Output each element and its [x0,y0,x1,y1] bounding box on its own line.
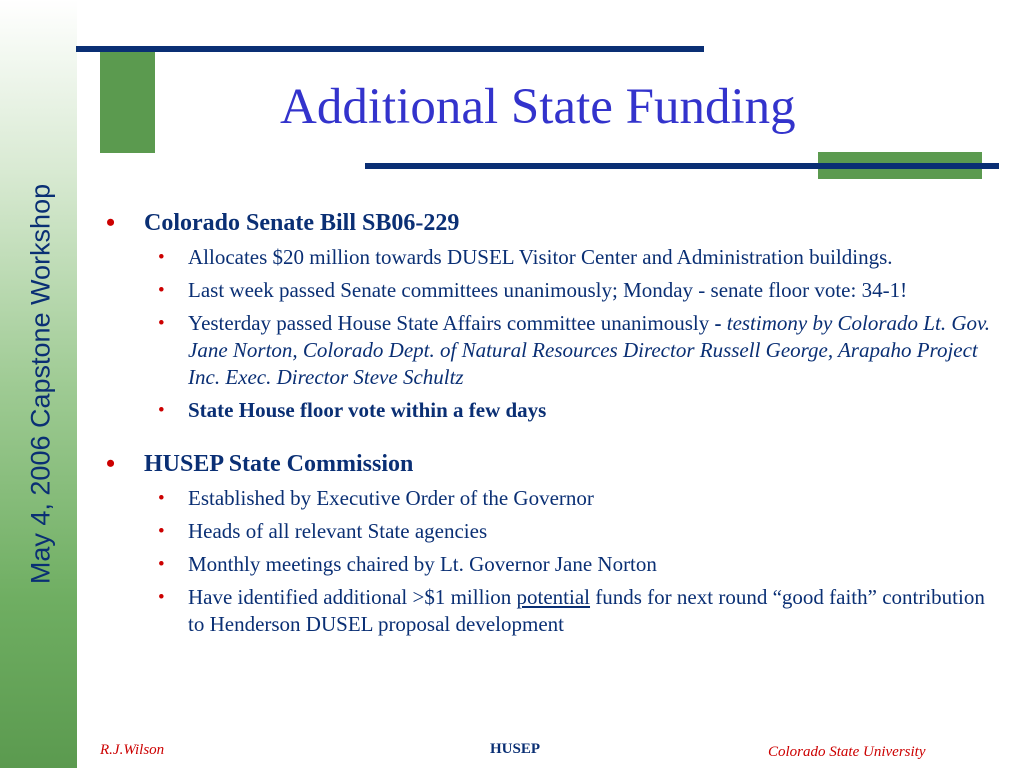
sub-bullet-dot: • [158,280,165,301]
sub-bullet [144,277,990,304]
decor-navy-line-bottom [365,163,999,169]
footer-center: HUSEP [490,741,541,757]
sub-bullet-dot: • [158,247,165,268]
sub-bullet-dot: • [158,587,165,608]
decor-green-block-top [100,46,155,153]
bullet-heading: Colorado Senate Bill SB06-229 [144,210,460,236]
bullet-heading: HUSEP State Commission [144,451,414,477]
sub-bullet-dash: - [714,311,722,335]
sub-bullet-text: Heads of all relevant State agencies [188,519,488,543]
bullet-dot: • [106,208,116,237]
sub-bullet-dot: • [158,400,165,421]
footer-institution: Colorado State University [768,744,926,760]
sub-bullet-text: Monthly meetings chaired by Lt. Governor Jane Norton [188,552,657,576]
side-date-label: May 4, 2006 Capstone Workshop [25,183,56,585]
sub-bullet [144,551,990,578]
sub-bullet-text: Established by Executive Order of the Governor [188,486,594,510]
sub-bullet-text-end: funds for next round “good faith” contribution to Henderson DUSEL proposal development [188,585,985,636]
sub-bullet [144,584,990,638]
sub-bullet-text: Allocates $20 million towards DUSEL Visitor Center and Administration buildings. [188,245,893,269]
section-gap [100,424,990,449]
sub-bullet [144,485,990,512]
sub-bullet-testimony: testimony by Colorado Lt. Gov. Jane Norton, Colorado Dept. of Natural Resources Director Russell George, Arapaho Project Inc. Exec. Director Steve Schultz [188,311,990,389]
bullet-dot: • [106,449,116,478]
sub-bullet-dot: • [158,488,165,509]
slide-content [100,208,990,638]
sub-bullet-text: Last week passed Senate committees unanimously; Monday - senate floor vote: 34-1! [188,278,908,302]
sub-bullet [144,397,990,424]
sub-bullet [144,244,990,271]
bullet-senate-bill [100,208,990,238]
bullet-commission [100,449,990,479]
sub-bullet-dot: • [158,554,165,575]
footer-author: R.J.Wilson [100,742,165,758]
slide-title: Additional State Funding [280,79,796,135]
sub-bullet [144,310,990,391]
sub-bullet-underlined: potential [516,585,591,609]
decor-navy-line-top [76,46,704,52]
sub-bullet-text: State House floor vote within a few days [188,398,547,422]
sub-bullet-text: Yesterday passed House State Affairs committee unanimously [188,311,715,335]
sub-bullet [144,518,990,545]
sub-bullet-text: Have identified additional >$1 million [188,585,517,609]
sub-bullet-dot: • [158,313,165,334]
sub-bullet-dot: • [158,521,165,542]
